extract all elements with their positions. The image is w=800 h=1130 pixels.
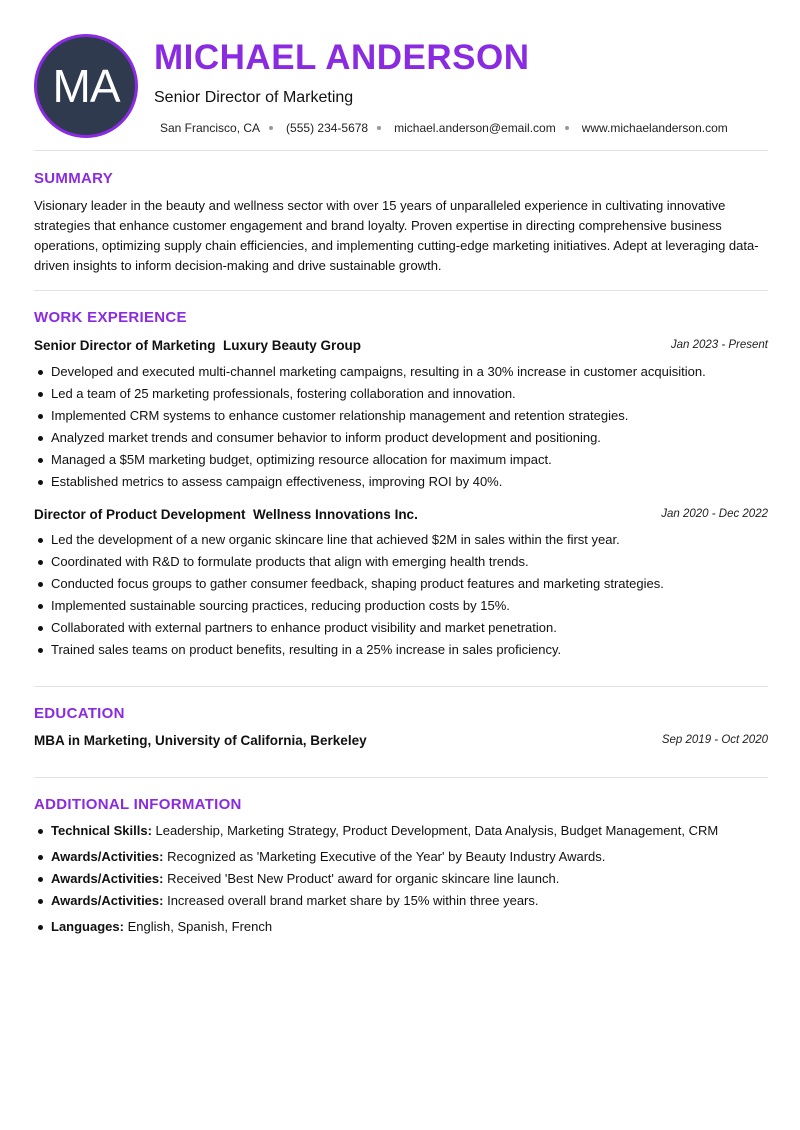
item-label: Technical Skills: (51, 823, 152, 838)
separator-dot-icon (565, 126, 569, 130)
candidate-role: Senior Director of Marketing (154, 89, 354, 106)
item-text: Increased overall brand market share by 15% within three years. (163, 893, 539, 908)
job-title: Senior Director of Marketing Luxury Beauty Group (34, 338, 362, 353)
section-divider (34, 290, 768, 291)
summary-text: Visionary leader in the beauty and wellness sector with over 15 years of unparalleled experience in cultivating innovative strategies that enhance customer engagement and brand loyalty. Proven expertise in directing comprehensive business operations, optimizing supply chain efficiencies, and implementing cutting-edge marketing initiatives. Adept at leveraging data-driven insights to inform decision-making and drive sustainable growth. (34, 198, 759, 273)
list-item (34, 820, 768, 842)
list-item: Analyzed market trends and consumer behavior to inform product development and positioning. (34, 427, 768, 449)
item-label: Awards/Activities: (51, 893, 164, 908)
list-item: Led the development of a new organic skincare line that achieved $2M in sales within the first year. (34, 529, 768, 551)
list-item: Trained sales teams on product benefits, resulting in a 25% increase in sales proficiency. (34, 639, 768, 661)
avatar-initials: MA (52, 60, 120, 112)
list-item: Collaborated with external partners to enhance product visibility and market penetration. (34, 617, 768, 639)
list-item: Conducted focus groups to gather consumer feedback, shaping product features and marketing strategies. (34, 573, 768, 595)
item-label: Awards/Activities: (51, 849, 164, 864)
education-dates: Sep 2019 - Oct 2020 (661, 734, 768, 746)
list-item (34, 868, 768, 890)
job-bullets (34, 529, 768, 661)
item-text: Leadership, Marketing Strategy, Product Development, Data Analysis, Budget Management, CRM (151, 823, 719, 838)
job-dates: Jan 2023 - Present (670, 339, 768, 351)
job-bullets (34, 361, 768, 493)
list-item (34, 890, 768, 912)
contact-phone: (555) 234-5678 (286, 121, 369, 135)
resume-header (34, 34, 768, 138)
experience-title: WORK EXPERIENCE (34, 309, 187, 326)
list-item: Implemented CRM systems to enhance customer relationship management and retention strategies. (34, 405, 768, 427)
education-title: EDUCATION (34, 705, 125, 722)
item-text: Recognized as 'Marketing Executive of the Year' by Beauty Industry Awards. (163, 849, 606, 864)
item-label: Languages: (51, 919, 124, 934)
education-degree: MBA in Marketing, University of California, Berkeley (34, 733, 367, 748)
list-item (34, 846, 768, 868)
list-item: Implemented sustainable sourcing practices, reducing production costs by 15%. (34, 595, 768, 617)
contact-bar (160, 121, 728, 135)
item-text: Received 'Best New Product' award for organic skincare line launch. (163, 871, 560, 886)
additional-title: ADDITIONAL INFORMATION (34, 796, 242, 813)
list-item (34, 916, 768, 938)
candidate-name: MICHAEL ANDERSON (154, 38, 530, 77)
separator-dot-icon (269, 126, 273, 130)
section-divider (34, 150, 768, 151)
contact-email[interactable]: michael.anderson@email.com (394, 121, 556, 135)
job-title: Director of Product Development Wellness Innovations Inc. (34, 507, 418, 522)
list-item: Developed and executed multi-channel marketing campaigns, resulting in a 30% increase in customer acquisition. (34, 361, 768, 383)
job-header (34, 338, 768, 356)
section-divider (34, 686, 768, 687)
contact-location: San Francisco, CA (160, 121, 261, 135)
education-entry (34, 733, 768, 751)
list-item: Managed a $5M marketing budget, optimizing resource allocation for maximum impact. (34, 449, 768, 471)
summary-title: SUMMARY (34, 170, 114, 187)
item-label: Awards/Activities: (51, 871, 164, 886)
list-item: Established metrics to assess campaign effectiveness, improving ROI by 40%. (34, 471, 768, 493)
section-divider (34, 777, 768, 778)
separator-dot-icon (377, 126, 381, 130)
item-text: English, Spanish, French (123, 919, 273, 934)
avatar (34, 34, 138, 138)
job-header (34, 507, 768, 525)
list-item: Coordinated with R&D to formulate products that align with emerging health trends. (34, 551, 768, 573)
contact-website[interactable]: www.michaelanderson.com (581, 121, 728, 135)
list-item: Led a team of 25 marketing professionals, fostering collaboration and innovation. (34, 383, 768, 405)
job-dates: Jan 2020 - Dec 2022 (661, 508, 768, 520)
additional-list (34, 820, 768, 938)
